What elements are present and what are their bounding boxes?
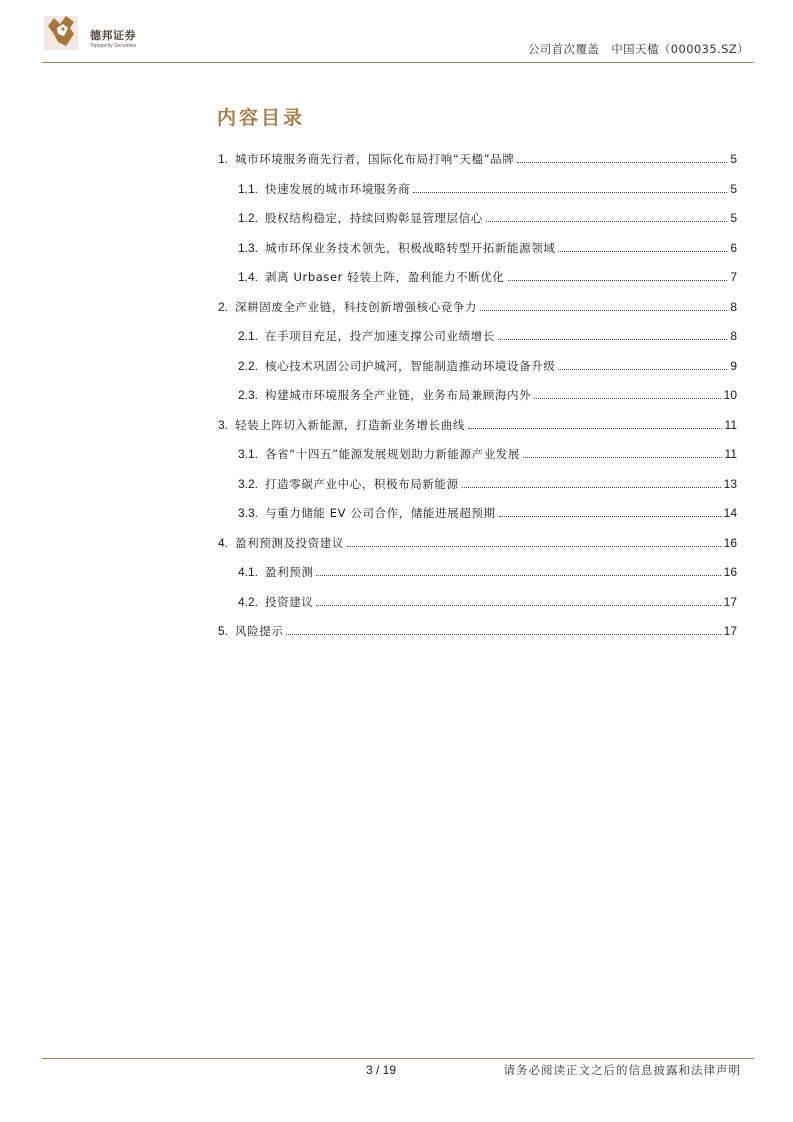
toc-entry[interactable] <box>218 412 737 432</box>
toc-entry-title: 盈利预测及投资建议 <box>235 535 344 550</box>
toc-leader-dots <box>480 310 727 311</box>
toc-entry-page: 5 <box>730 152 737 166</box>
toc-entry-page: 8 <box>730 299 737 314</box>
toc-leader-dots <box>413 192 727 193</box>
toc-entry-page: 17 <box>723 624 737 638</box>
toc-entry-page: 6 <box>730 240 737 255</box>
toc-entry-number: 3.3. <box>238 506 259 520</box>
toc-entry-number: 2. <box>218 299 229 314</box>
toc-entry-title: 轻装上阵切入新能源，打造新业务增长曲线 <box>235 417 465 432</box>
toc-leader-dots <box>508 280 728 281</box>
toc-entry-title: 风险提示 <box>235 624 284 638</box>
toc-entry[interactable] <box>238 264 737 284</box>
toc-leader-dots <box>558 369 727 370</box>
toc-entry[interactable] <box>218 146 737 166</box>
toc-entry-title: 快速发展的城市环境服务商 <box>265 181 411 196</box>
toc-leader-dots <box>517 162 727 163</box>
toc-entry-number: 1.3. <box>238 240 259 255</box>
toc-entry-number: 2.1. <box>238 329 259 343</box>
footer-disclaimer: 请务必阅读正文之后的信息披露和法律声明 <box>503 1063 741 1077</box>
company-ticker: 中国天楹（000035.SZ） <box>611 42 749 56</box>
toc-leader-dots <box>523 457 721 458</box>
header-report-info <box>528 41 749 57</box>
toc-entry-title: 深耕固废全产业链，科技创新增强核心竞争力 <box>235 299 478 314</box>
toc-leader-dots <box>534 398 720 399</box>
toc-entry[interactable] <box>238 176 737 196</box>
toc-entry-number: 3. <box>218 417 229 432</box>
toc-entry-title: 核心技术巩固公司护城河，智能制造推动环境设备升级 <box>265 358 556 373</box>
toc-entry[interactable] <box>238 500 737 520</box>
toc-entry-number: 3.1. <box>238 447 259 461</box>
header-divider <box>42 62 754 63</box>
toc-entry[interactable] <box>238 205 737 225</box>
toc-leader-dots <box>347 546 721 547</box>
toc-entry-title: 剥离 Urbaser 轻装上阵，盈利能力不断优化 <box>265 270 505 284</box>
toc-entry[interactable] <box>238 441 737 461</box>
toc-title: 内容目录 <box>217 107 306 129</box>
toc-entry-number: 4.1. <box>238 565 259 579</box>
toc-entry-page: 16 <box>723 565 737 579</box>
toc-leader-dots <box>316 575 720 576</box>
toc-entry-title: 城市环境服务商先行者，国际化布局打响“天楹”品牌 <box>235 152 515 166</box>
toc-entry-number: 2.3. <box>238 388 259 402</box>
toc-entry-page: 10 <box>723 388 737 402</box>
toc-leader-dots <box>316 605 720 606</box>
page-number: 3 / 19 <box>366 1063 397 1077</box>
toc-entry[interactable] <box>238 589 737 609</box>
toc-entry-title: 各省“十四五”能源发展规划助力新能源产业发展 <box>265 447 521 461</box>
toc-entry-title: 投资建议 <box>265 594 314 609</box>
toc-entry-title: 股权结构稳定，持续回购彰显管理层信心 <box>265 211 483 225</box>
toc-entry[interactable] <box>218 530 737 550</box>
toc-entry-page: 7 <box>730 270 737 284</box>
toc-entry-title: 打造零碳产业中心，积极布局新能源 <box>265 476 459 491</box>
toc-entry-title: 城市环保业务技术领先，积极战略转型开拓新能源领域 <box>265 240 556 255</box>
toc-entry-title: 在手项目充足，投产加速支撑公司业绩增长 <box>265 329 495 343</box>
toc-entry-number: 2.2. <box>238 358 259 373</box>
toc-entry[interactable] <box>238 559 737 579</box>
toc-leader-dots <box>558 251 727 252</box>
toc-leader-dots <box>286 634 720 635</box>
toc-leader-dots <box>462 487 721 488</box>
toc-entry-title: 构建城市环境服务全产业链，业务布局兼顾海内外 <box>265 388 532 402</box>
company-logo <box>44 12 174 58</box>
toc-leader-dots <box>498 339 727 340</box>
toc-entry-page: 17 <box>723 594 737 609</box>
toc-entry-number: 3.2. <box>238 476 259 491</box>
toc-entry[interactable] <box>238 382 737 402</box>
toc-entry-number: 1. <box>218 152 229 166</box>
toc-entry-title: 盈利预测 <box>265 565 314 579</box>
toc-entry-page: 11 <box>724 447 737 461</box>
toc-leader-dots <box>499 516 721 517</box>
toc-entry-page: 9 <box>730 358 737 373</box>
toc-entry-page: 14 <box>723 506 737 520</box>
toc-entry-number: 1.4. <box>238 270 259 284</box>
logo-english-name: Topsperity Securities <box>90 43 137 49</box>
toc-entry-title: 与重力储能 EV 公司合作，储能进展超预期 <box>265 506 496 520</box>
toc-entry-page: 11 <box>724 417 737 432</box>
toc-entry[interactable] <box>218 294 737 314</box>
footer-divider <box>42 1058 754 1059</box>
toc-leader-dots <box>486 221 727 222</box>
toc-entry-page: 5 <box>730 181 737 196</box>
toc-entry-page: 13 <box>723 476 737 491</box>
toc-entry[interactable] <box>238 323 737 343</box>
toc-entry[interactable] <box>238 471 737 491</box>
toc-entry-number: 4.2. <box>238 594 259 609</box>
toc-entry-number: 1.2. <box>238 211 259 225</box>
page-header <box>0 0 793 68</box>
toc-entry[interactable] <box>218 618 737 638</box>
toc-leader-dots <box>468 428 722 429</box>
toc-entry-number: 5. <box>218 624 229 638</box>
toc-entry[interactable] <box>238 353 737 373</box>
report-type: 公司首次覆盖 <box>527 42 600 56</box>
toc-entry-number: 4. <box>218 535 229 550</box>
toc-entry-page: 5 <box>730 211 737 225</box>
logo-chinese-name: 德邦证券 <box>90 29 136 42</box>
logo-emblem-icon <box>44 12 84 52</box>
toc-entry-number: 1.1. <box>238 181 259 196</box>
toc-entry-page: 16 <box>723 535 737 550</box>
toc-entry-page: 8 <box>730 329 737 343</box>
toc-entry[interactable] <box>238 235 737 255</box>
